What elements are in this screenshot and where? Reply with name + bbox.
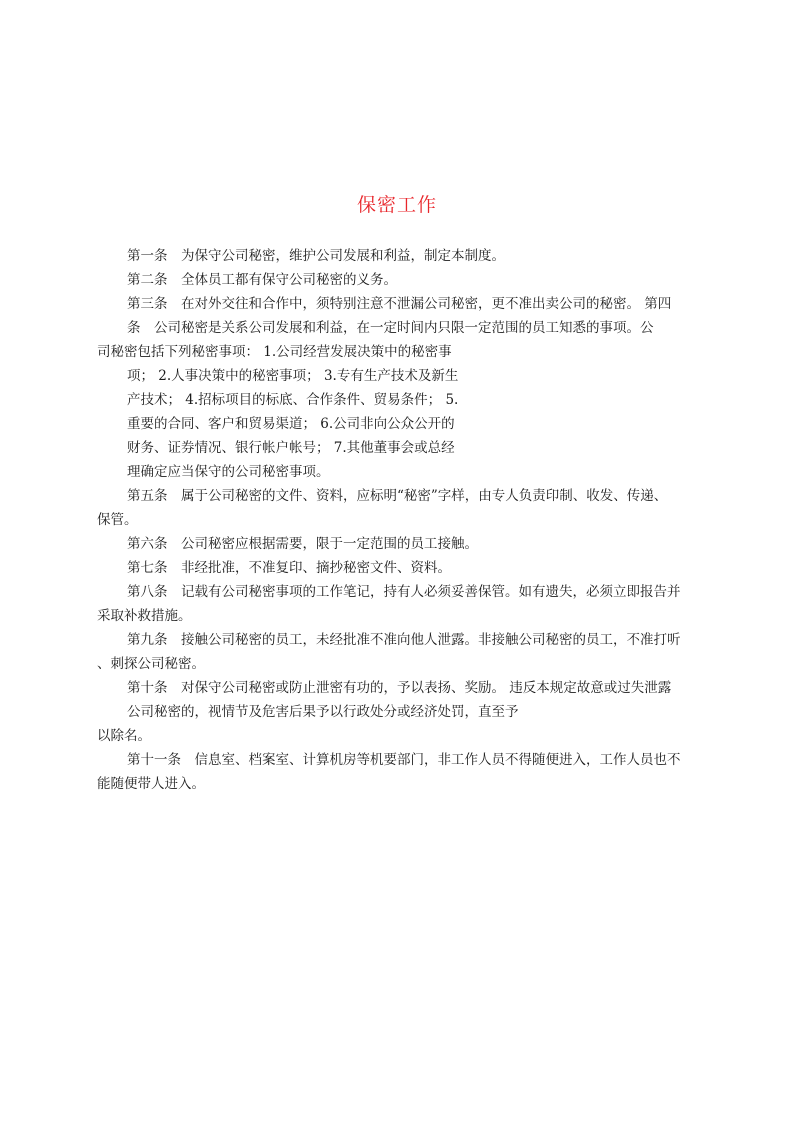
paragraph-line: 公司秘密的，视情节及危害后果予以行政处分或经济处罚，直至予	[127, 704, 519, 720]
paragraph-line: 第一条 为保守公司秘密，维护公司发展和利益，制定本制度。	[127, 248, 505, 264]
paragraph-line: 第七条 非经批准，不准复印、摘抄秘密文件、资料。	[127, 560, 451, 576]
paragraph-line: 第六条 公司秘密应根据需要，限于一定范围的员工接触。	[127, 536, 478, 552]
paragraph-line: 重要的合同、客户和贸易渠道； 6.公司非向公众公开的	[127, 416, 455, 432]
document-title: 保密工作	[356, 194, 437, 216]
paragraph-line: 以除名。	[97, 728, 151, 744]
paragraph-line: 、刺探公司秘密。	[97, 656, 205, 672]
paragraph-line: 项； 2.人事决策中的秘密事项； 3.专有生产技术及新生	[127, 368, 459, 384]
paragraph-line: 条 公司秘密是关系公司发展和利益，在一定时间内只限一定范围的员工知悉的事项。公	[127, 320, 654, 336]
paragraph-line: 能随便带人进入。	[97, 776, 205, 792]
paragraph-line: 第二条 全体员工都有保守公司秘密的义务。	[127, 272, 397, 288]
paragraph-line: 第三条 在对外交往和合作中，须特别注意不泄漏公司秘密，更不准出卖公司的秘密。 第四	[127, 296, 672, 312]
paragraph-line: 第九条 接触公司秘密的员工，未经批准不准向他人泄露。非接触公司秘密的员工，不准打听	[127, 632, 681, 648]
paragraph-line: 财务、证券情况、银行帐户帐号； 7.其他董事会或总经	[127, 440, 455, 456]
paragraph-line: 司秘密包括下列秘密事项： 1.公司经营发展决策中的秘密事	[97, 344, 452, 360]
paragraph-line: 第十一条 信息室、档案室、计算机房等机要部门，非工作人员不得随便进入，工作人员也不	[127, 752, 681, 768]
paragraph-line: 第八条 记载有公司秘密事项的工作笔记，持有人必须妥善保管。如有遗失，必须立即报告并	[127, 584, 681, 600]
paragraph-line: 产技术； 4.招标项目的标底、合作条件、贸易条件； 5.	[127, 392, 459, 408]
paragraph-line: 保管。	[97, 512, 138, 528]
paragraph-line: 第五条 属于公司秘密的文件、资料，应标明“秘密”字样，由专人负责印制、收发、传递、	[127, 488, 668, 504]
paragraph-line: 采取补救措施。	[97, 608, 192, 624]
paragraph-line: 第十条 对保守公司秘密或防止泄密有功的，予以表扬、奖励。 违反本规定故意或过失泄露	[127, 680, 672, 696]
paragraph-line: 理确定应当保守的公司秘密事项。	[127, 464, 330, 480]
